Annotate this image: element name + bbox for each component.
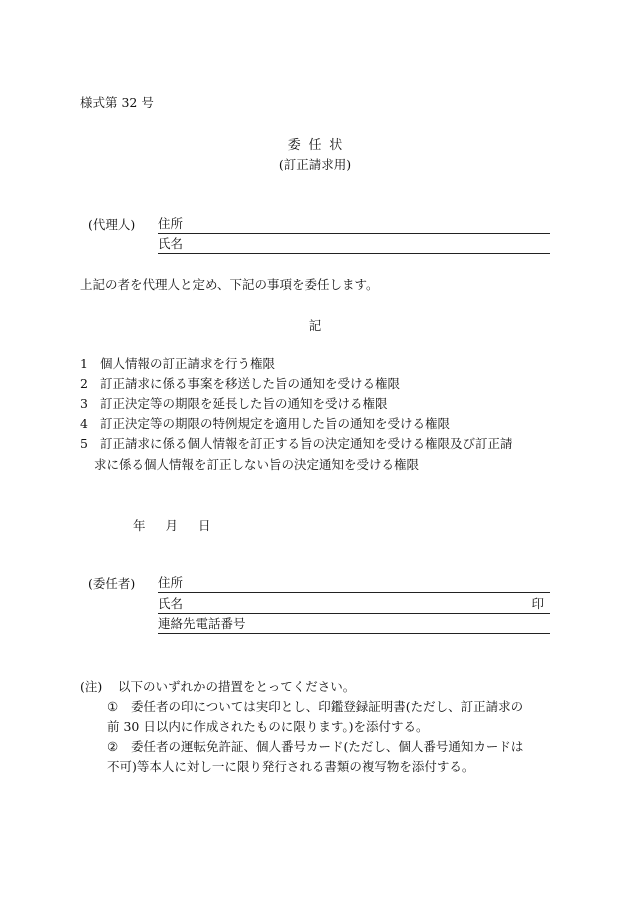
item-text: 訂正請求に係る個人情報を訂正する旨の決定通知を受ける権限及び訂正請 (100, 436, 513, 451)
list-item (80, 376, 400, 392)
date-line[interactable] (133, 518, 231, 534)
principal-label: (委任者) (88, 576, 136, 591)
seal-mark: 印 (531, 596, 544, 611)
note-text-continuation: 前 30 日以内に作成されたものに限ります。)を添付する。 (107, 719, 429, 734)
item-text-continuation: 求に係る個人情報を訂正しない旨の決定通知を受ける権限 (94, 457, 420, 472)
principal-phone-field[interactable] (158, 616, 550, 634)
list-item (80, 356, 275, 372)
notes-label: (注) (80, 679, 103, 694)
item-text: 訂正決定等の期限を延長した旨の通知を受ける権限 (100, 396, 388, 411)
agent-label: (代理人) (88, 217, 136, 232)
item-number: 4 (80, 416, 88, 431)
item-number: 2 (80, 376, 88, 391)
agent-name-label: 氏名 (158, 236, 184, 251)
notes-intro: 以下のいずれかの措置をとってください。 (118, 679, 356, 694)
item-text: 個人情報の訂正請求を行う権限 (100, 356, 276, 371)
agent-name-field[interactable] (158, 236, 550, 254)
principal-address-label: 住所 (158, 575, 184, 590)
note-mark: ① (107, 699, 119, 714)
note-item (107, 739, 523, 755)
form-number: 様式第 32 号 (80, 95, 154, 110)
notes-heading (80, 679, 355, 695)
principal-name-field[interactable] (158, 596, 550, 614)
principal-address-field[interactable] (158, 575, 550, 593)
item-number: 3 (80, 396, 88, 411)
date-day: 日 (198, 518, 211, 533)
agent-address-label: 住所 (158, 216, 184, 231)
item-number: 1 (80, 356, 88, 371)
document-subtitle: (訂正請求用) (278, 157, 352, 172)
note-text: 委任者の運転免許証、個人番号カード(ただし、個人番号通知カードは (131, 739, 524, 754)
item-text: 訂正請求に係る事案を移送した旨の通知を受ける権限 (100, 376, 401, 391)
list-item (80, 436, 513, 452)
agent-address-field[interactable] (158, 216, 550, 234)
list-item (80, 396, 388, 412)
item-text: 訂正決定等の期限の特例規定を適用した旨の通知を受ける権限 (100, 416, 451, 431)
date-month: 月 (165, 518, 179, 533)
note-text: 委任者の印については実印とし、印鑑登録証明書(ただし、訂正請求の (131, 699, 524, 714)
document-title: 委任状 (287, 138, 351, 153)
ki-heading: 記 (308, 318, 322, 333)
item-number: 5 (80, 436, 88, 451)
principal-phone-label: 連絡先電話番号 (158, 616, 246, 631)
list-item (80, 416, 450, 432)
date-year: 年 (133, 518, 146, 533)
note-mark: ② (107, 739, 119, 754)
delegation-statement: 上記の者を代理人と定め、下記の事項を委任します。 (80, 277, 379, 292)
note-item (107, 699, 523, 715)
note-text-continuation: 不可)等本人に対し一に限り発行される書類の複写物を添付する。 (107, 759, 475, 774)
principal-name-label: 氏名 (158, 596, 184, 611)
